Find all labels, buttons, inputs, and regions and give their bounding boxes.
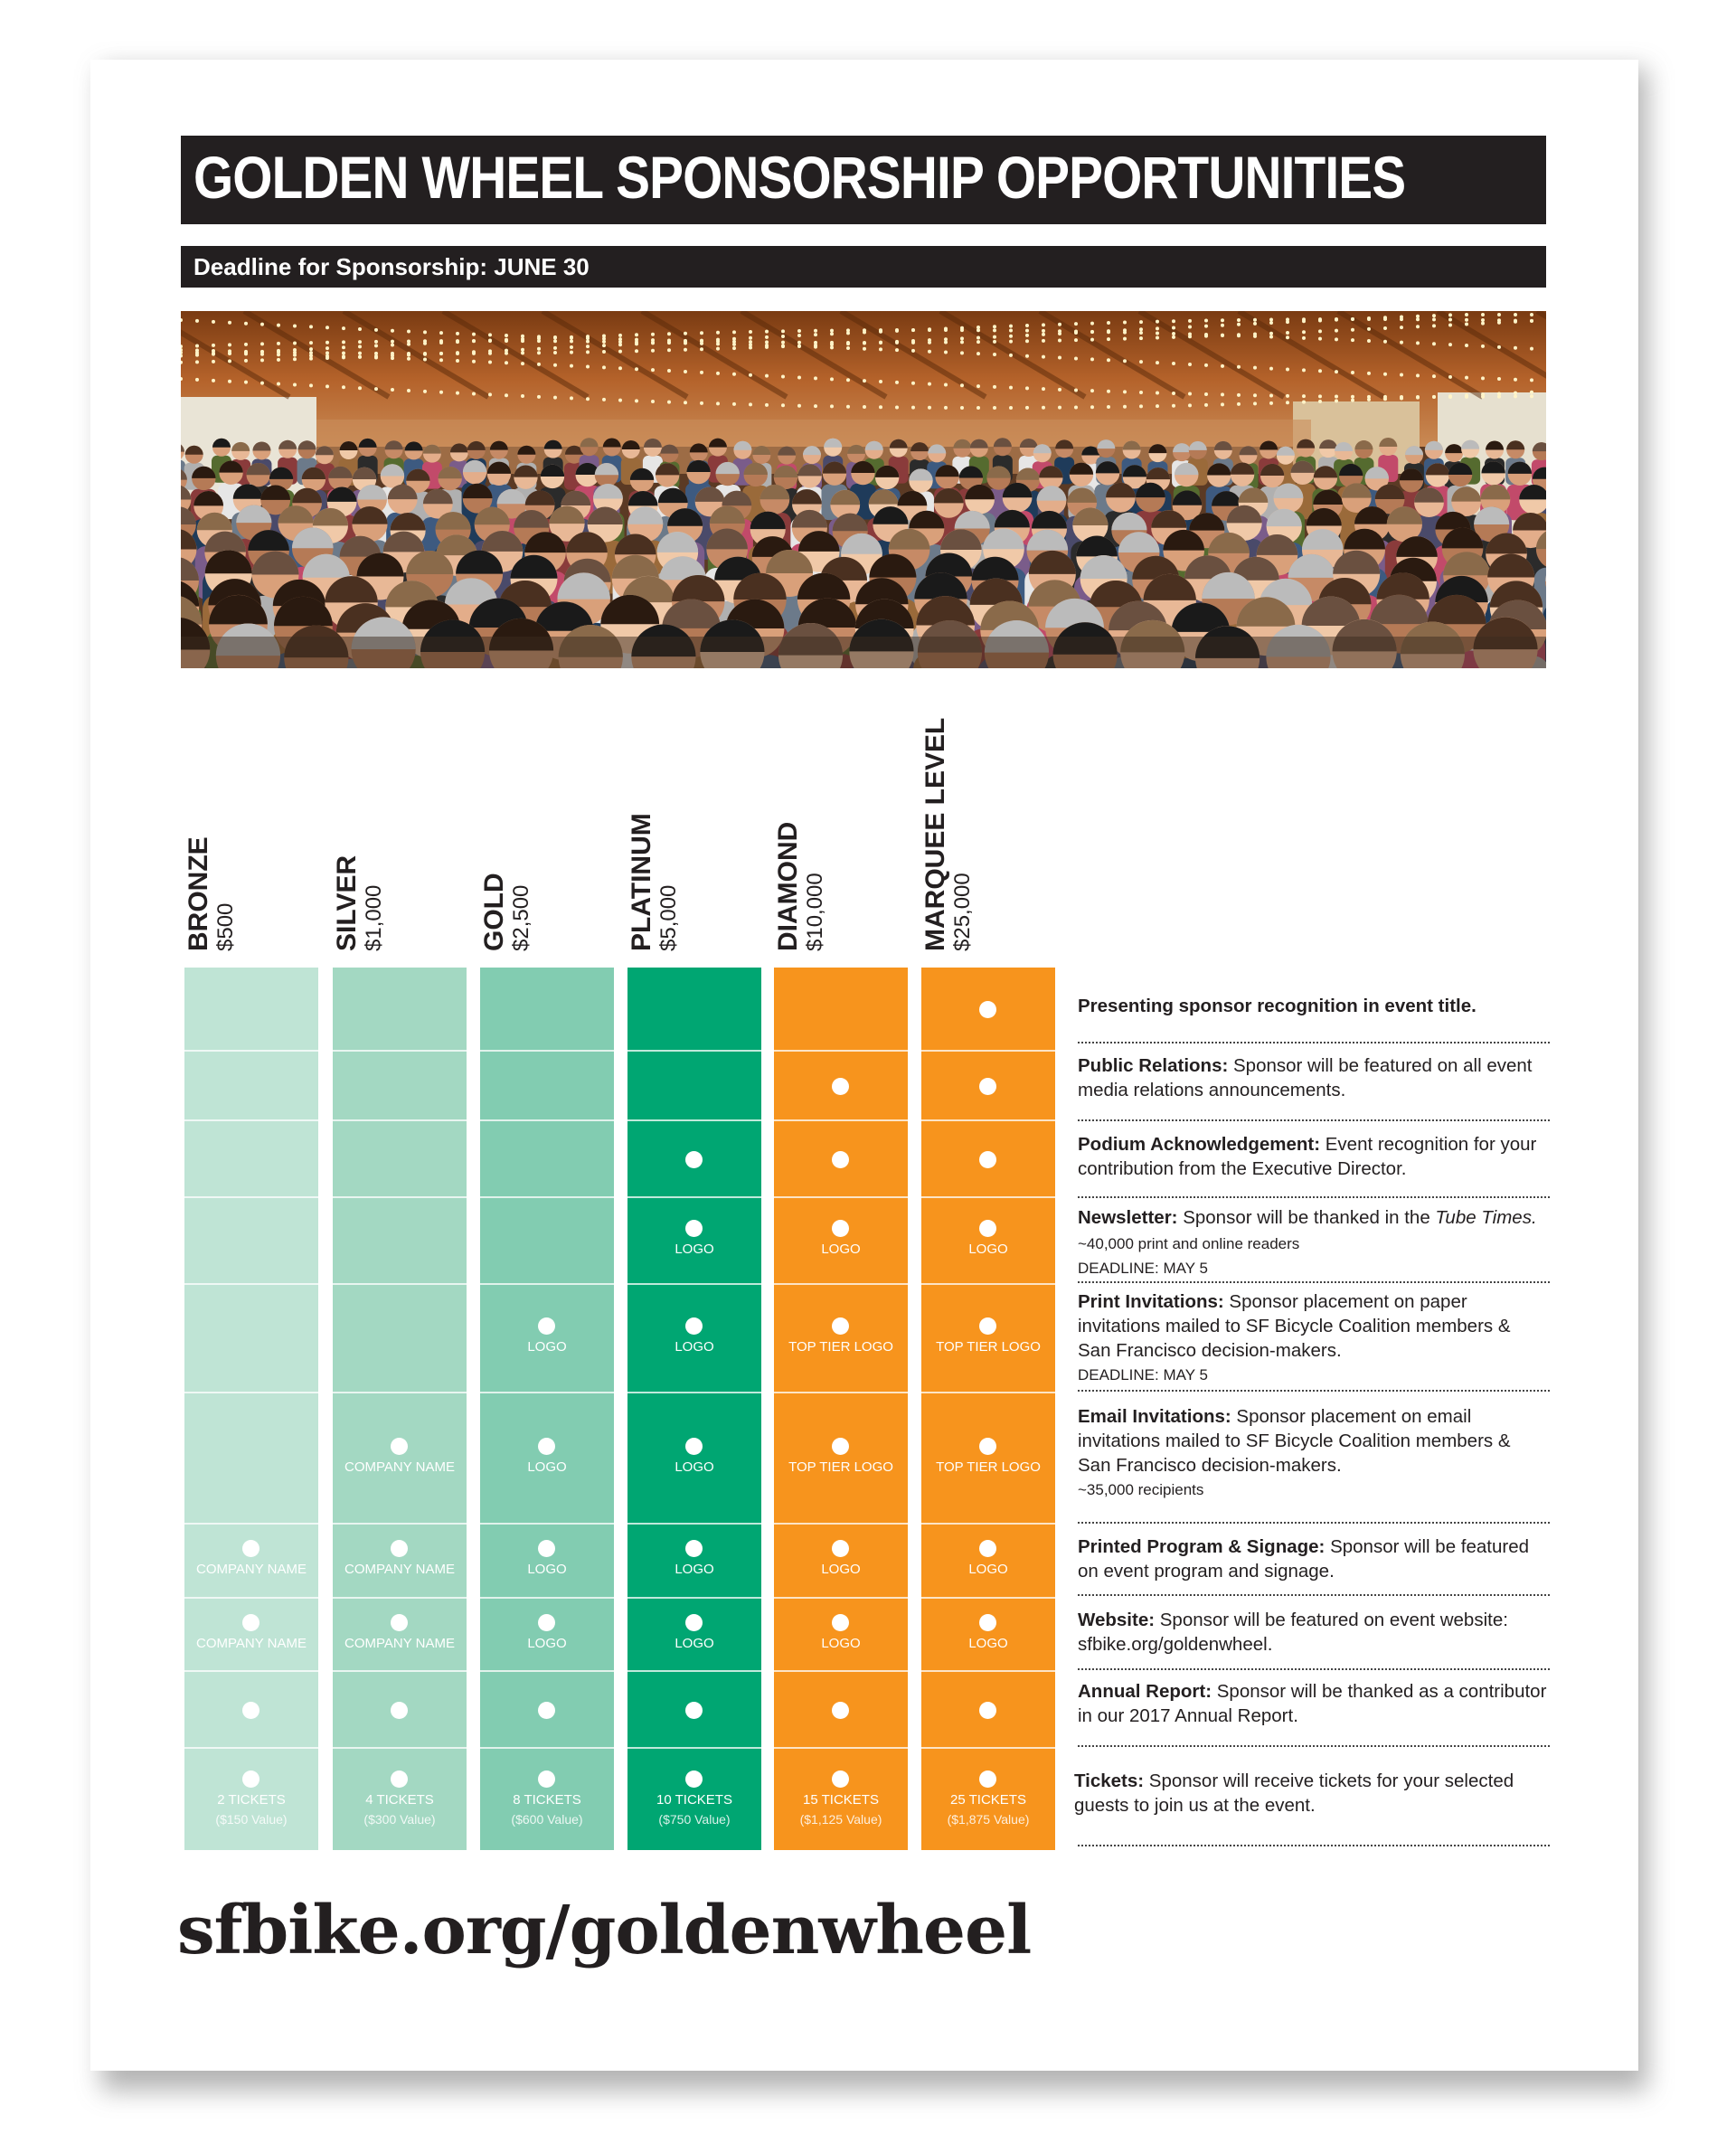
benefit-cell: [627, 1749, 761, 1850]
benefit-cell: [774, 968, 908, 1052]
level-name: SILVER: [332, 855, 362, 951]
cell-label: LOGO: [527, 1562, 567, 1577]
benefit-cell: [333, 1599, 467, 1672]
deadline-text: Deadline for Sponsorship: JUNE 30: [193, 253, 590, 280]
dotted-divider: [1078, 1668, 1550, 1670]
dotted-divider: [1078, 1281, 1550, 1283]
benefit-description: [1078, 1534, 1548, 1583]
benefit-cell: [184, 1285, 318, 1393]
benefit-cell: [333, 1052, 467, 1121]
cell-label: LOGO: [675, 1242, 714, 1257]
event-crowd-photo: [181, 311, 1546, 668]
benefit-cell: [921, 1285, 1055, 1393]
cell-label: TOP TIER LOGO: [936, 1459, 1041, 1475]
included-dot-icon: [391, 1438, 408, 1455]
level-amount: $2,500: [509, 884, 533, 951]
benefit-cell: [480, 1672, 614, 1749]
benefit-cell: [333, 1672, 467, 1749]
footer-url[interactable]: sfbike.org/goldenwheel: [177, 1892, 1032, 1969]
included-dot-icon: [979, 1540, 996, 1557]
included-dot-icon: [538, 1540, 555, 1557]
benefit-cell: [184, 1198, 318, 1285]
level-column-marquee: [921, 968, 1055, 1850]
included-dot-icon: [979, 1317, 996, 1335]
cell-label: COMPANY NAME: [344, 1459, 455, 1475]
level-column-platinum: [627, 968, 761, 1850]
cell-label: COMPANY NAME: [196, 1562, 307, 1577]
level-name: BRONZE: [184, 836, 213, 951]
benefit-cell: [480, 968, 614, 1052]
included-dot-icon: [538, 1317, 555, 1335]
level-name: GOLD: [479, 873, 509, 951]
cell-label: LOGO: [821, 1635, 861, 1651]
level-header-bronze: [184, 770, 239, 951]
benefit-cell: [333, 1198, 467, 1285]
included-dot-icon: [242, 1614, 259, 1631]
benefit-title: Presenting sponsor recognition in event title.: [1078, 996, 1477, 1016]
cell-label: LOGO: [675, 1635, 714, 1651]
benefit-text: Sponsor will be thanked in the: [1177, 1207, 1436, 1228]
benefit-cell: [627, 1393, 761, 1525]
cell-label: LOGO: [968, 1242, 1008, 1257]
cell-value: ($600 Value): [511, 1812, 583, 1827]
level-name: PLATINUM: [627, 813, 656, 951]
benefit-deadline: DEADLINE: MAY 5: [1078, 1260, 1208, 1277]
benefit-cell: [480, 1749, 614, 1850]
benefit-cell: [921, 1599, 1055, 1672]
cell-label: TOP TIER LOGO: [788, 1339, 893, 1355]
level-header-silver: [333, 770, 387, 951]
level-column-diamond: [774, 968, 908, 1850]
benefit-publication: Tube Times.: [1435, 1207, 1537, 1228]
benefit-cell: [921, 1121, 1055, 1198]
included-dot-icon: [832, 1078, 849, 1095]
included-dot-icon: [538, 1770, 555, 1788]
included-dot-icon: [979, 1438, 996, 1455]
benefit-title: Website:: [1078, 1610, 1156, 1630]
benefit-cell: [774, 1121, 908, 1198]
included-dot-icon: [391, 1540, 408, 1557]
benefit-cell: [774, 1749, 908, 1850]
benefit-cell: [627, 968, 761, 1052]
benefit-cell: [184, 1599, 318, 1672]
title-bar: [181, 136, 1546, 224]
benefit-cell: [921, 968, 1055, 1052]
benefit-title: Print Invitations:: [1078, 1291, 1224, 1312]
benefit-cell: [921, 1525, 1055, 1599]
benefit-description: [1078, 1132, 1548, 1181]
benefit-title: Newsletter:: [1078, 1207, 1178, 1228]
included-dot-icon: [685, 1220, 703, 1237]
benefit-cell: [333, 1393, 467, 1525]
level-header-gold: [480, 770, 534, 951]
benefit-cell: [627, 1672, 761, 1749]
cell-label: 25 TICKETS: [950, 1792, 1026, 1808]
included-dot-icon: [685, 1702, 703, 1719]
benefit-title: Annual Report:: [1078, 1681, 1212, 1702]
included-dot-icon: [242, 1702, 259, 1719]
included-dot-icon: [391, 1770, 408, 1788]
benefit-cell: [774, 1198, 908, 1285]
benefit-text: Event recognition for your contribution from the Executive Director.: [1078, 1134, 1537, 1179]
included-dot-icon: [538, 1614, 555, 1631]
cell-label: LOGO: [968, 1635, 1008, 1651]
dotted-divider: [1078, 1594, 1550, 1596]
benefit-cell: [480, 1285, 614, 1393]
included-dot-icon: [685, 1151, 703, 1168]
benefit-cell: [184, 968, 318, 1052]
included-dot-icon: [979, 1220, 996, 1237]
benefit-cell: [480, 1121, 614, 1198]
benefit-cell: [480, 1599, 614, 1672]
cell-label: TOP TIER LOGO: [936, 1339, 1041, 1355]
included-dot-icon: [832, 1220, 849, 1237]
benefit-cell: [184, 1672, 318, 1749]
benefit-cell: [480, 1525, 614, 1599]
level-amount: $10,000: [803, 873, 827, 951]
level-amount: $1,000: [362, 884, 386, 951]
benefit-title: Tickets:: [1074, 1770, 1145, 1791]
benefit-cell: [333, 968, 467, 1052]
benefit-cell: [921, 1198, 1055, 1285]
level-amount: $5,000: [656, 884, 681, 951]
benefit-cell: [184, 1393, 318, 1525]
level-amount: $500: [213, 902, 238, 951]
benefit-title: Printed Program & Signage:: [1078, 1536, 1326, 1557]
benefit-cell: [921, 1672, 1055, 1749]
benefit-cell: [921, 1749, 1055, 1850]
benefit-cell: [921, 1052, 1055, 1121]
benefit-description: [1078, 1053, 1548, 1102]
included-dot-icon: [832, 1540, 849, 1557]
included-dot-icon: [832, 1317, 849, 1335]
included-dot-icon: [832, 1702, 849, 1719]
level-name: MARQUEE LEVEL: [920, 717, 950, 951]
benefit-cell: [333, 1121, 467, 1198]
dotted-divider: [1078, 1196, 1550, 1198]
benefit-title: Public Relations:: [1078, 1055, 1229, 1076]
included-dot-icon: [979, 1078, 996, 1095]
included-dot-icon: [979, 1770, 996, 1788]
cell-value: ($150 Value): [215, 1812, 288, 1827]
benefit-text: Sponsor placement on email invitations mailed to SF Bicycle Coalition members & San Francisco decision-makers.: [1078, 1406, 1511, 1476]
benefit-cell: [184, 1525, 318, 1599]
dotted-divider: [1078, 1042, 1550, 1043]
cell-label: LOGO: [968, 1562, 1008, 1577]
included-dot-icon: [538, 1702, 555, 1719]
dotted-divider: [1078, 1119, 1550, 1121]
benefit-text: Sponsor will receive tickets for your selected guests to join us at the event.: [1074, 1770, 1514, 1816]
cell-value: ($1,875 Value): [947, 1812, 1030, 1827]
crowd-photo-illustration: [181, 311, 1546, 668]
cell-label: 15 TICKETS: [803, 1792, 879, 1808]
included-dot-icon: [685, 1438, 703, 1455]
benefit-cell: [774, 1599, 908, 1672]
benefit-deadline: ~35,000 recipients: [1078, 1481, 1204, 1498]
cell-value: ($300 Value): [363, 1812, 436, 1827]
level-column-bronze: [184, 968, 318, 1850]
included-dot-icon: [979, 1702, 996, 1719]
dotted-divider: [1078, 1845, 1550, 1846]
cell-label: LOGO: [821, 1562, 861, 1577]
included-dot-icon: [685, 1614, 703, 1631]
benefit-cell: [627, 1052, 761, 1121]
benefit-cell: [184, 1749, 318, 1850]
benefit-description: [1078, 1679, 1548, 1728]
included-dot-icon: [685, 1317, 703, 1335]
included-dot-icon: [832, 1438, 849, 1455]
cell-value: ($750 Value): [658, 1812, 731, 1827]
benefit-deadline: DEADLINE: MAY 5: [1078, 1366, 1208, 1383]
included-dot-icon: [242, 1770, 259, 1788]
benefit-description: [1078, 1404, 1548, 1502]
benefit-cell: [333, 1749, 467, 1850]
level-header-diamond: [774, 770, 828, 951]
benefit-text: Sponsor will be featured on all event media relations announcements.: [1078, 1055, 1533, 1100]
benefit-description: [1078, 1608, 1548, 1657]
benefit-cell: [627, 1198, 761, 1285]
cell-label: COMPANY NAME: [196, 1635, 307, 1651]
included-dot-icon: [979, 1001, 996, 1018]
cell-label: COMPANY NAME: [344, 1562, 455, 1577]
benefit-cell: [774, 1525, 908, 1599]
benefit-description: [1078, 1205, 1548, 1280]
included-dot-icon: [832, 1151, 849, 1168]
included-dot-icon: [685, 1770, 703, 1788]
benefit-cell: [480, 1198, 614, 1285]
cell-label: LOGO: [675, 1459, 714, 1475]
benefit-cell: [774, 1052, 908, 1121]
level-name: DIAMOND: [773, 821, 803, 951]
included-dot-icon: [979, 1614, 996, 1631]
cell-label: COMPANY NAME: [344, 1635, 455, 1651]
benefit-text: Sponsor will be featured on event program and signage.: [1078, 1536, 1530, 1582]
benefit-cell: [480, 1052, 614, 1121]
benefit-description: [1074, 1769, 1544, 1818]
benefit-text: Sponsor placement on paper invitations mailed to SF Bicycle Coalition members & San Francisco decision-makers.: [1078, 1291, 1511, 1361]
benefit-cell: [774, 1393, 908, 1525]
benefit-cell: [480, 1393, 614, 1525]
benefit-cell: [333, 1285, 467, 1393]
cell-label: LOGO: [527, 1339, 567, 1355]
benefit-note: ~40,000 print and online readers: [1078, 1235, 1300, 1252]
included-dot-icon: [391, 1702, 408, 1719]
benefit-cell: [627, 1599, 761, 1672]
cell-value: ($1,125 Value): [799, 1812, 882, 1827]
included-dot-icon: [242, 1540, 259, 1557]
included-dot-icon: [832, 1614, 849, 1631]
level-column-gold: [480, 968, 614, 1850]
benefit-text: Sponsor will be thanked as a contributor in our 2017 Annual Report.: [1078, 1681, 1547, 1726]
level-header-marquee: [920, 717, 976, 951]
dotted-divider: [1078, 1745, 1550, 1747]
cell-label: 4 TICKETS: [365, 1792, 434, 1808]
benefit-text: Sponsor will be featured on event website: sfbike.org/goldenwheel.: [1078, 1610, 1508, 1655]
benefit-cell: [627, 1121, 761, 1198]
benefit-cell: [627, 1525, 761, 1599]
benefit-description: [1078, 994, 1548, 1018]
cell-label: LOGO: [675, 1339, 714, 1355]
dotted-divider: [1078, 1390, 1550, 1392]
benefit-cell: [184, 1052, 318, 1121]
included-dot-icon: [391, 1614, 408, 1631]
benefit-title: Email Invitations:: [1078, 1406, 1231, 1427]
included-dot-icon: [685, 1540, 703, 1557]
cell-label: LOGO: [821, 1242, 861, 1257]
benefit-cell: [184, 1121, 318, 1198]
benefit-cell: [627, 1285, 761, 1393]
level-header-platinum: [627, 770, 682, 951]
cell-label: 10 TICKETS: [656, 1792, 732, 1808]
dotted-divider: [1078, 1522, 1550, 1524]
level-amount: $25,000: [950, 873, 975, 951]
deadline-bar: [181, 246, 1546, 288]
benefit-cell: [921, 1393, 1055, 1525]
cell-label: LOGO: [527, 1635, 567, 1651]
cell-label: TOP TIER LOGO: [788, 1459, 893, 1475]
level-column-silver: [333, 968, 467, 1850]
cell-label: LOGO: [527, 1459, 567, 1475]
cell-label: 8 TICKETS: [513, 1792, 581, 1808]
benefit-description: [1078, 1289, 1548, 1387]
included-dot-icon: [979, 1151, 996, 1168]
benefit-cell: [774, 1285, 908, 1393]
included-dot-icon: [832, 1770, 849, 1788]
page-title: GOLDEN WHEEL SPONSORSHIP OPPORTUNITIES: [193, 144, 1406, 211]
benefit-cell: [774, 1672, 908, 1749]
included-dot-icon: [538, 1438, 555, 1455]
cell-label: 2 TICKETS: [217, 1792, 286, 1808]
cell-label: LOGO: [675, 1562, 714, 1577]
benefit-cell: [333, 1525, 467, 1599]
benefit-title: Podium Acknowledgement:: [1078, 1134, 1321, 1155]
